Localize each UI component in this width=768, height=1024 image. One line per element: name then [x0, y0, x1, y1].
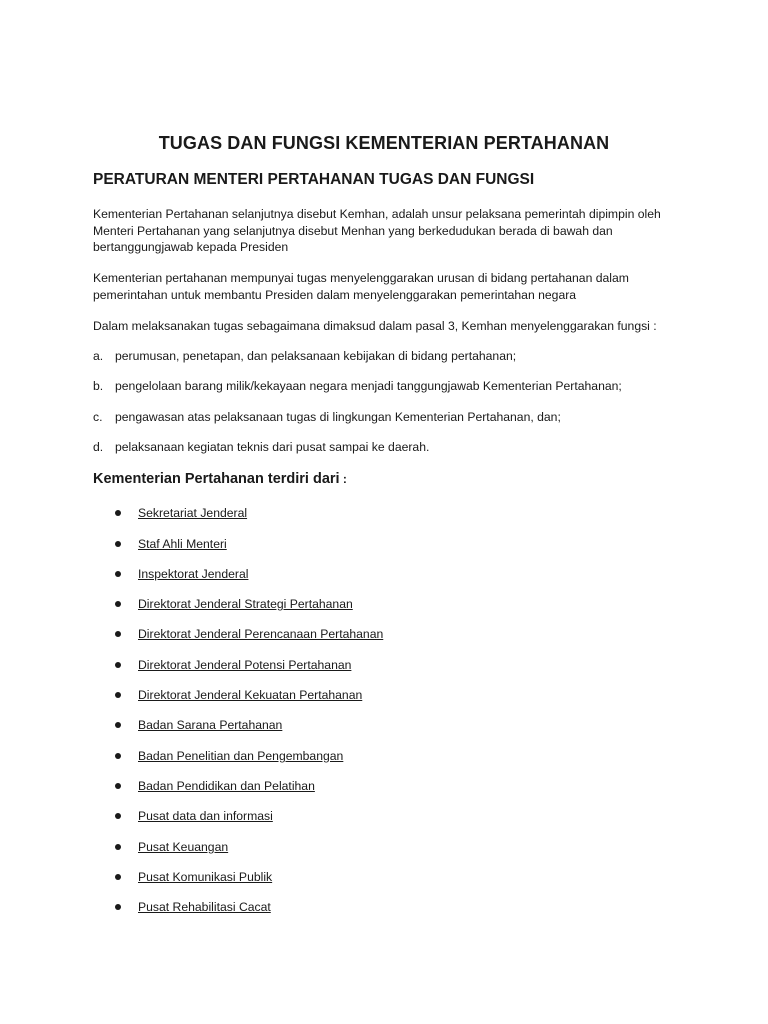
paragraph-definition: Kementerian Pertahanan selanjutnya disebut Kemhan, adalah unsur pelaksana pemerintah dipimpin oleh Menteri Pertahanan yang selanjutnya disebut Menhan yang berkedudukan berada di bawah dan bertanggungjawab kepada Presiden: [93, 207, 661, 254]
bullet-icon: [115, 662, 121, 668]
bullet-icon: [115, 571, 121, 577]
function-marker: b.: [93, 379, 104, 393]
function-marker: a.: [93, 349, 104, 363]
function-text: perumusan, penetapan, dan pelaksanaan kebijakan di bidang pertahanan;: [115, 349, 517, 363]
unit-link[interactable]: Staf Ahli Menteri: [138, 537, 227, 551]
bullet-icon: [115, 510, 121, 516]
bullet-icon: [115, 601, 121, 607]
document-subtitle: PERATURAN MENTERI PERTAHANAN TUGAS DAN FUNGSI: [93, 171, 535, 188]
document-title: TUGAS DAN FUNGSI KEMENTERIAN PERTAHANAN: [158, 133, 610, 153]
unit-link[interactable]: Direktorat Jenderal Kekuatan Pertahanan: [138, 688, 363, 702]
paragraph-functions-intro: Dalam melaksanakan tugas sebagaimana dimaksud dalam pasal 3, Kemhan menyelenggarakan fungsi :: [93, 319, 657, 333]
function-item: [93, 409, 693, 426]
section-heading-colon: :: [339, 472, 347, 486]
unit-link[interactable]: Sekretariat Jenderal: [138, 506, 248, 520]
unit-link[interactable]: Direktorat Jenderal Perencanaan Pertahanan: [138, 627, 384, 641]
function-item: [93, 378, 693, 395]
function-text: pelaksanaan kegiatan teknis dari pusat sampai ke daerah.: [115, 440, 430, 454]
unit-link[interactable]: Inspektorat Jenderal: [138, 567, 249, 581]
function-marker: d.: [93, 440, 104, 454]
function-text: pengawasan atas pelaksanaan tugas di lingkungan Kementerian Pertahanan, dan;: [115, 410, 561, 424]
unit-link[interactable]: Pusat Keuangan: [138, 840, 229, 854]
paragraph-duty: Kementerian pertahanan mempunyai tugas menyelenggarakan urusan di bidang pertahanan dalam pemerintahan untuk membantu Presiden dalam menyelenggarakan pemerintahan negara: [93, 271, 629, 302]
bullet-icon: [115, 783, 121, 789]
unit-link[interactable]: Direktorat Jenderal Potensi Pertahanan: [138, 658, 352, 672]
section-heading: [93, 471, 347, 487]
bullet-icon: [115, 904, 121, 910]
unit-link[interactable]: Pusat Komunikasi Publik: [138, 870, 273, 884]
bullet-icon: [115, 753, 121, 759]
unit-link[interactable]: Direktorat Jenderal Strategi Pertahanan: [138, 597, 353, 611]
bullet-icon: [115, 541, 121, 547]
bullet-icon: [115, 844, 121, 850]
unit-link[interactable]: Pusat data dan informasi: [138, 809, 273, 823]
bullet-icon: [115, 722, 121, 728]
section-heading-text: Kementerian Pertahanan terdiri dari: [93, 471, 340, 487]
unit-link[interactable]: Badan Pendidikan dan Pelatihan: [138, 779, 315, 793]
bullet-icon: [115, 631, 121, 637]
function-text: pengelolaan barang milik/kekayaan negara menjadi tanggungjawab Kementerian Pertahanan;: [115, 379, 622, 393]
bullet-icon: [115, 692, 121, 698]
function-item: [93, 439, 693, 456]
function-item: [93, 348, 693, 365]
unit-link[interactable]: Badan Penelitian dan Pengembangan: [138, 749, 344, 763]
unit-link[interactable]: Badan Sarana Pertahanan: [138, 718, 283, 732]
bullet-icon: [115, 874, 121, 880]
unit-link[interactable]: Pusat Rehabilitasi Cacat: [138, 900, 271, 914]
function-marker: c.: [93, 410, 103, 424]
bullet-icon: [115, 813, 121, 819]
